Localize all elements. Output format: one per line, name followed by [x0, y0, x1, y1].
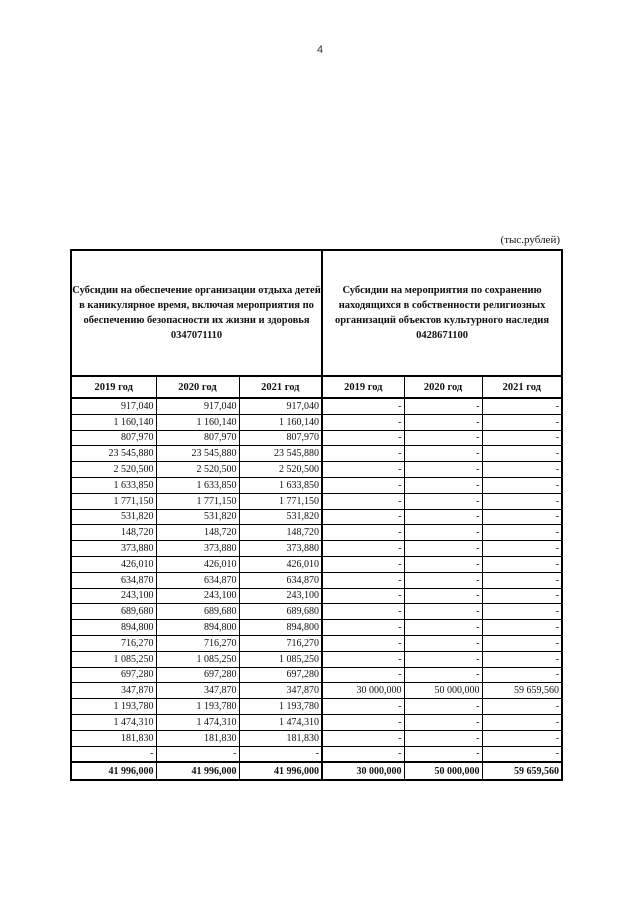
table-cell: 1 193,780: [71, 699, 156, 715]
table-cell: -: [482, 509, 562, 525]
table-cell: 1 193,780: [156, 699, 239, 715]
table-row: [71, 588, 562, 604]
table-cell: 347,870: [71, 683, 156, 699]
table-cell: 894,800: [71, 620, 156, 636]
table-cell: -: [322, 714, 404, 730]
table-cell: 689,680: [156, 604, 239, 620]
table-cell: 243,100: [156, 588, 239, 604]
table-cell: -: [404, 541, 482, 557]
table-cell: -: [322, 398, 404, 414]
table-cell: -: [322, 699, 404, 715]
table-cell: 426,010: [156, 556, 239, 572]
table-cell: 148,720: [71, 525, 156, 541]
table-cell: -: [322, 651, 404, 667]
table-cell: 373,880: [71, 541, 156, 557]
table-row: [71, 572, 562, 588]
table-cell: -: [482, 730, 562, 746]
table-cell: 1 160,140: [71, 414, 156, 430]
table-cell: 23 545,880: [156, 446, 239, 462]
table-cell: 1 633,850: [239, 477, 322, 493]
table-cell: -: [404, 493, 482, 509]
table-cell: -: [404, 446, 482, 462]
table-cell: -: [482, 525, 562, 541]
subsidies-table: [70, 249, 563, 781]
table-cell: 2 520,500: [71, 462, 156, 478]
table-cell: 50 000,000: [404, 683, 482, 699]
table-cell: -: [404, 477, 482, 493]
table-cell: -: [482, 588, 562, 604]
totals-row: [71, 762, 562, 780]
table-cell: -: [482, 651, 562, 667]
table-row: [71, 746, 562, 762]
table-cell: -: [71, 746, 156, 762]
table-cell: 531,820: [156, 509, 239, 525]
table-cell: 1 193,780: [239, 699, 322, 715]
table-cell: 148,720: [239, 525, 322, 541]
table-cell: -: [322, 588, 404, 604]
table-cell: -: [482, 462, 562, 478]
table-row: [71, 556, 562, 572]
table-cell: 634,870: [239, 572, 322, 588]
table-cell: -: [404, 414, 482, 430]
table-cell: 697,280: [156, 667, 239, 683]
units-label: (тыс.рублей): [500, 234, 560, 246]
table-cell: 1 474,310: [156, 714, 239, 730]
table-cell: -: [404, 430, 482, 446]
table-cell: 1 085,250: [71, 651, 156, 667]
table-cell: 1 085,250: [239, 651, 322, 667]
table-cell: 716,270: [156, 635, 239, 651]
table-cell: -: [404, 462, 482, 478]
table-cell: 634,870: [156, 572, 239, 588]
table-cell: -: [404, 746, 482, 762]
table-cell: 347,870: [239, 683, 322, 699]
table-cell: -: [404, 572, 482, 588]
table-row: [71, 430, 562, 446]
table-row: [71, 446, 562, 462]
table-row: [71, 620, 562, 636]
total-cell: 50 000,000: [404, 762, 482, 780]
table-cell: -: [482, 714, 562, 730]
page-number: 4: [316, 44, 324, 56]
table-cell: -: [482, 541, 562, 557]
table-cell: -: [322, 541, 404, 557]
table-row: [71, 414, 562, 430]
table-cell: -: [482, 572, 562, 588]
table-cell: 2 520,500: [239, 462, 322, 478]
table-cell: 23 545,880: [239, 446, 322, 462]
table-row: [71, 509, 562, 525]
table-cell: 1 633,850: [71, 477, 156, 493]
table-cell: -: [322, 509, 404, 525]
table-cell: 917,040: [239, 398, 322, 414]
table-cell: -: [404, 620, 482, 636]
table-cell: 243,100: [71, 588, 156, 604]
table-cell: -: [404, 714, 482, 730]
table-cell: -: [404, 699, 482, 715]
table-cell: 531,820: [239, 509, 322, 525]
total-cell: 41 996,000: [156, 762, 239, 780]
table-cell: -: [482, 699, 562, 715]
table-row: [71, 730, 562, 746]
table-cell: 243,100: [239, 588, 322, 604]
table-cell: 23 545,880: [71, 446, 156, 462]
year-header: 2019 год: [322, 376, 404, 398]
table-row: [71, 651, 562, 667]
years-row: [71, 376, 562, 398]
table-cell: -: [404, 730, 482, 746]
table-cell: -: [404, 588, 482, 604]
table-cell: -: [482, 398, 562, 414]
table-cell: -: [482, 477, 562, 493]
table-cell: -: [482, 446, 562, 462]
table-cell: -: [482, 667, 562, 683]
table-cell: -: [404, 635, 482, 651]
table-cell: -: [322, 730, 404, 746]
table-cell: 1 771,150: [156, 493, 239, 509]
table-cell: 894,800: [156, 620, 239, 636]
table-row: [71, 714, 562, 730]
table-cell: -: [322, 635, 404, 651]
right-column-group-header: Субсидии на мероприятия по сохранению находящихся в собственности религиозных организаций объектов культурного наследия 0428671100: [322, 250, 562, 376]
table-cell: 807,970: [71, 430, 156, 446]
table-row: [71, 683, 562, 699]
total-cell: 59 659,560: [482, 762, 562, 780]
table-cell: 181,830: [239, 730, 322, 746]
table-cell: -: [482, 604, 562, 620]
table-cell: -: [482, 414, 562, 430]
table-cell: 1 160,140: [239, 414, 322, 430]
table-cell: 30 000,000: [322, 683, 404, 699]
table-cell: -: [482, 746, 562, 762]
table-cell: 1 633,850: [156, 477, 239, 493]
table-cell: 426,010: [71, 556, 156, 572]
total-cell: 30 000,000: [322, 762, 404, 780]
table-cell: -: [404, 398, 482, 414]
table-cell: 181,830: [71, 730, 156, 746]
table-cell: 1 160,140: [156, 414, 239, 430]
table-cell: 2 520,500: [156, 462, 239, 478]
table-cell: 807,970: [156, 430, 239, 446]
table-cell: 148,720: [156, 525, 239, 541]
table-cell: -: [239, 746, 322, 762]
table-row: [71, 462, 562, 478]
table-cell: -: [322, 446, 404, 462]
table-row: [71, 493, 562, 509]
table-cell: 373,880: [156, 541, 239, 557]
table-cell: -: [404, 604, 482, 620]
table-cell: 716,270: [71, 635, 156, 651]
table-cell: -: [404, 667, 482, 683]
year-header: 2020 год: [404, 376, 482, 398]
table-cell: -: [322, 667, 404, 683]
table-cell: -: [404, 525, 482, 541]
year-header: 2019 год: [71, 376, 156, 398]
table-cell: -: [322, 556, 404, 572]
table-cell: -: [404, 556, 482, 572]
table-cell: 373,880: [239, 541, 322, 557]
table-cell: 1 771,150: [71, 493, 156, 509]
table-cell: 917,040: [71, 398, 156, 414]
table-cell: -: [156, 746, 239, 762]
table-cell: -: [322, 572, 404, 588]
table-cell: -: [322, 414, 404, 430]
table-cell: -: [322, 525, 404, 541]
table-cell: -: [404, 509, 482, 525]
table-cell: 689,680: [239, 604, 322, 620]
table-cell: 634,870: [71, 572, 156, 588]
header-row: [71, 250, 562, 376]
table-cell: 1 085,250: [156, 651, 239, 667]
total-cell: 41 996,000: [239, 762, 322, 780]
table-cell: -: [322, 620, 404, 636]
table-cell: 1 771,150: [239, 493, 322, 509]
table-row: [71, 635, 562, 651]
table-cell: 181,830: [156, 730, 239, 746]
table-cell: 1 474,310: [71, 714, 156, 730]
table-cell: 697,280: [239, 667, 322, 683]
table-cell: 426,010: [239, 556, 322, 572]
table-cell: -: [482, 620, 562, 636]
table-cell: 807,970: [239, 430, 322, 446]
year-header: 2020 год: [156, 376, 239, 398]
table-cell: -: [322, 604, 404, 620]
table-cell: -: [482, 635, 562, 651]
table-cell: 917,040: [156, 398, 239, 414]
table-cell: -: [322, 493, 404, 509]
table-cell: 1 474,310: [239, 714, 322, 730]
left-column-group-header: Субсидии на обеспечение организации отдыха детей в каникулярное время, включая мероприятия по обеспечению безопасности их жизни и здоровья 0347071110: [71, 250, 322, 376]
table-cell: -: [322, 430, 404, 446]
table-cell: -: [322, 477, 404, 493]
table-cell: -: [404, 651, 482, 667]
table-cell: 894,800: [239, 620, 322, 636]
table-cell: 697,280: [71, 667, 156, 683]
table-row: [71, 667, 562, 683]
table-cell: 347,870: [156, 683, 239, 699]
table-cell: -: [482, 556, 562, 572]
total-cell: 41 996,000: [71, 762, 156, 780]
table-row: [71, 541, 562, 557]
table-row: [71, 699, 562, 715]
year-header: 2021 год: [239, 376, 322, 398]
table-cell: -: [482, 493, 562, 509]
table-cell: 531,820: [71, 509, 156, 525]
table-cell: -: [482, 430, 562, 446]
table-row: [71, 525, 562, 541]
table-cell: -: [322, 746, 404, 762]
table-cell: -: [322, 462, 404, 478]
table-row: [71, 604, 562, 620]
table-row: [71, 398, 562, 414]
year-header: 2021 год: [482, 376, 562, 398]
table-cell: 716,270: [239, 635, 322, 651]
table-cell: 689,680: [71, 604, 156, 620]
table-row: [71, 477, 562, 493]
table-cell: 59 659,560: [482, 683, 562, 699]
